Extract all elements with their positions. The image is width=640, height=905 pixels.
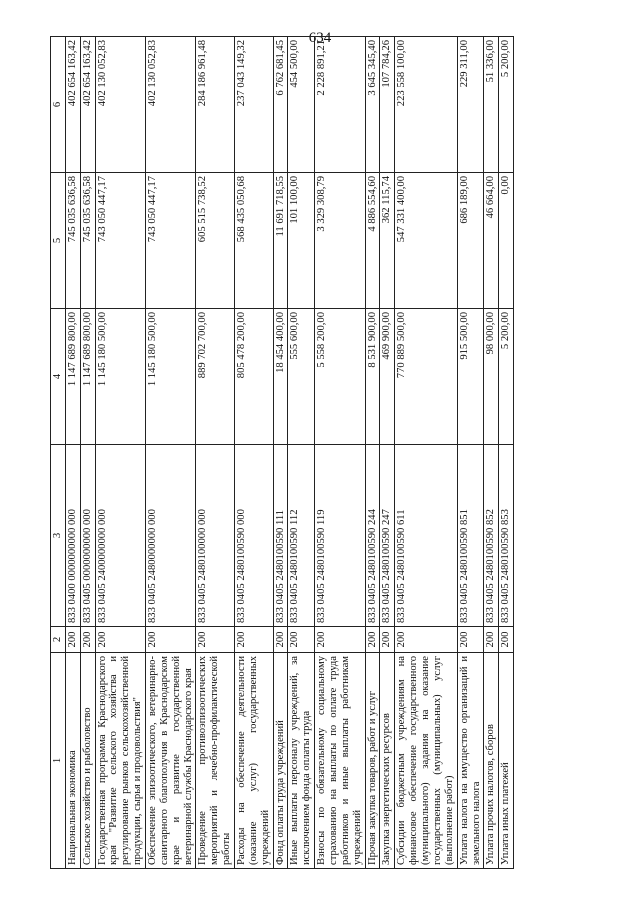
row-line-code: 200 — [80, 626, 95, 652]
header-cell: 2 — [51, 626, 66, 652]
row-budget-code: 833 0405 2480000000 000 — [146, 444, 196, 626]
table-row — [95, 36, 145, 868]
row-name: Прочая закупка товаров, работ и услуг — [365, 652, 380, 868]
table-body — [65, 36, 513, 868]
table-row — [499, 36, 514, 868]
row-name: Сельское хозяйство и рыболовство — [80, 652, 95, 868]
row-unexecuted-amount: 223 558 100,00 — [395, 36, 457, 172]
row-approved-amount: 1 145 180 500,00 — [95, 308, 145, 444]
budget-table — [50, 36, 514, 869]
row-name: Обеспечение эпизоотического, ветеринарно-санитарного благополучия в Краснодарском крае и развитие государственной ветеринарной службы Краснодарского края — [146, 652, 196, 868]
row-line-code: 200 — [146, 626, 196, 652]
page-number: 634 — [308, 30, 332, 46]
table-row — [235, 36, 274, 868]
row-approved-amount: 555 600,00 — [288, 308, 315, 444]
row-unexecuted-amount: 5 200,00 — [499, 36, 514, 172]
row-executed-amount: 743 050 447,17 — [146, 172, 196, 308]
row-approved-amount: 5 200,00 — [499, 308, 514, 444]
row-name: Проведение противоэпизоотических мероприятий и лечебно-профилактической работы — [196, 652, 235, 868]
table-row — [365, 36, 380, 868]
row-line-code: 200 — [365, 626, 380, 652]
row-name: Уплата иных платежей — [499, 652, 514, 868]
row-name: Расходы на обеспечение деятельности (оказание услуг) государственных учреждений — [235, 652, 274, 868]
row-line-code: 200 — [273, 626, 288, 652]
header-cell: 3 — [51, 444, 66, 626]
row-approved-amount: 8 531 900,00 — [365, 308, 380, 444]
row-executed-amount: 547 331 400,00 — [395, 172, 457, 308]
row-unexecuted-amount: 3 645 345,40 — [365, 36, 380, 172]
row-budget-code: 833 0405 2480100000 000 — [196, 444, 235, 626]
row-approved-amount: 98 000,00 — [484, 308, 499, 444]
row-budget-code: 833 0405 2480100590 852 — [484, 444, 499, 626]
table-row — [80, 36, 95, 868]
row-budget-code: 833 0405 2480100590 112 — [288, 444, 315, 626]
row-budget-code: 833 0405 2480100590 851 — [457, 444, 484, 626]
row-executed-amount: 745 035 636,58 — [65, 172, 80, 308]
row-budget-code: 833 0405 0000000000 000 — [80, 444, 95, 626]
row-name: Субсидии бюджетным учреждениям на финансовое обеспечение государственного (муниципального) задания на оказание государственных (муниципальных) услуг (выполнение работ) — [395, 652, 457, 868]
row-budget-code: 833 0405 2480100590 244 — [365, 444, 380, 626]
row-executed-amount: 686 189,00 — [457, 172, 484, 308]
table-row — [457, 36, 484, 868]
row-executed-amount: 4 886 554,60 — [365, 172, 380, 308]
row-budget-code: 833 0405 2480100590 119 — [315, 444, 365, 626]
row-budget-code: 833 0405 2400000000 000 — [95, 444, 145, 626]
row-unexecuted-amount: 229 311,00 — [457, 36, 484, 172]
row-approved-amount: 889 702 700,00 — [196, 308, 235, 444]
row-name: Государственная программа Краснодарского края "Развитие сельского хозяйства и регулирование рынков сельскохозяйственной продукции, сырья и продовольствия" — [95, 652, 145, 868]
row-line-code: 200 — [95, 626, 145, 652]
row-executed-amount: 745 035 636,58 — [80, 172, 95, 308]
row-executed-amount: 46 664,00 — [484, 172, 499, 308]
row-unexecuted-amount: 2 228 891,21 — [315, 36, 365, 172]
row-name: Национальная экономика — [65, 652, 80, 868]
row-line-code: 200 — [499, 626, 514, 652]
row-budget-code: 833 0405 2480100590 000 — [235, 444, 274, 626]
row-unexecuted-amount: 284 186 961,48 — [196, 36, 235, 172]
row-budget-code: 833 0405 2480100590 611 — [395, 444, 457, 626]
row-unexecuted-amount: 107 784,26 — [380, 36, 395, 172]
row-unexecuted-amount: 51 336,00 — [484, 36, 499, 172]
header-cell: 4 — [51, 308, 66, 444]
header-cell: 1 — [51, 652, 66, 868]
header-cell: 5 — [51, 172, 66, 308]
row-executed-amount: 101 100,00 — [288, 172, 315, 308]
row-name: Иные выплаты персоналу учреждений, за исключением фонда оплаты труда — [288, 652, 315, 868]
table-row — [288, 36, 315, 868]
row-line-code: 200 — [235, 626, 274, 652]
row-name: Закупка энергетических ресурсов — [380, 652, 395, 868]
table-row — [65, 36, 80, 868]
row-executed-amount: 568 435 050,68 — [235, 172, 274, 308]
row-unexecuted-amount: 402 130 052,83 — [146, 36, 196, 172]
row-executed-amount: 362 115,74 — [380, 172, 395, 308]
row-executed-amount: 3 329 308,79 — [315, 172, 365, 308]
row-line-code: 200 — [484, 626, 499, 652]
row-approved-amount: 915 500,00 — [457, 308, 484, 444]
row-line-code: 200 — [65, 626, 80, 652]
row-executed-amount: 605 515 738,52 — [196, 172, 235, 308]
row-unexecuted-amount: 454 500,00 — [288, 36, 315, 172]
rotated-table-container — [50, 37, 590, 869]
row-line-code: 200 — [457, 626, 484, 652]
table-row — [315, 36, 365, 868]
row-unexecuted-amount: 402 130 052,83 — [95, 36, 145, 172]
row-name: Фонд оплаты труда учреждений — [273, 652, 288, 868]
row-unexecuted-amount: 6 762 681,45 — [273, 36, 288, 172]
table-row — [146, 36, 196, 868]
row-name: Взносы по обязательному социальному страхованию на выплаты по оплате труда работников и иные выплаты работникам учреждений — [315, 652, 365, 868]
table-row — [484, 36, 499, 868]
row-approved-amount: 18 454 400,00 — [273, 308, 288, 444]
row-line-code: 200 — [315, 626, 365, 652]
row-executed-amount: 11 691 718,55 — [273, 172, 288, 308]
table-row — [395, 36, 457, 868]
row-approved-amount: 1 147 689 800,00 — [65, 308, 80, 444]
row-executed-amount: 0,00 — [499, 172, 514, 308]
row-unexecuted-amount: 237 043 149,32 — [235, 36, 274, 172]
row-unexecuted-amount: 402 654 163,42 — [65, 36, 80, 172]
row-line-code: 200 — [380, 626, 395, 652]
row-approved-amount: 805 478 200,00 — [235, 308, 274, 444]
header-row — [51, 36, 66, 868]
row-line-code: 200 — [196, 626, 235, 652]
table-row — [273, 36, 288, 868]
row-approved-amount: 770 889 500,00 — [395, 308, 457, 444]
row-unexecuted-amount: 402 654 163,42 — [80, 36, 95, 172]
row-name: Уплата прочих налогов, сборов — [484, 652, 499, 868]
row-line-code: 200 — [395, 626, 457, 652]
header-cell: 6 — [51, 36, 66, 172]
row-name: Уплата налога на имущество организаций и земельного налога — [457, 652, 484, 868]
table-row — [196, 36, 235, 868]
row-budget-code: 833 0405 2480100590 247 — [380, 444, 395, 626]
row-approved-amount: 1 147 689 800,00 — [80, 308, 95, 444]
row-executed-amount: 743 050 447,17 — [95, 172, 145, 308]
row-approved-amount: 1 145 180 500,00 — [146, 308, 196, 444]
row-line-code: 200 — [288, 626, 315, 652]
table-row — [380, 36, 395, 868]
row-budget-code: 833 0405 2480100590 853 — [499, 444, 514, 626]
row-approved-amount: 469 900,00 — [380, 308, 395, 444]
row-approved-amount: 5 558 200,00 — [315, 308, 365, 444]
row-budget-code: 833 0400 0000000000 000 — [65, 444, 80, 626]
row-budget-code: 833 0405 2480100590 111 — [273, 444, 288, 626]
